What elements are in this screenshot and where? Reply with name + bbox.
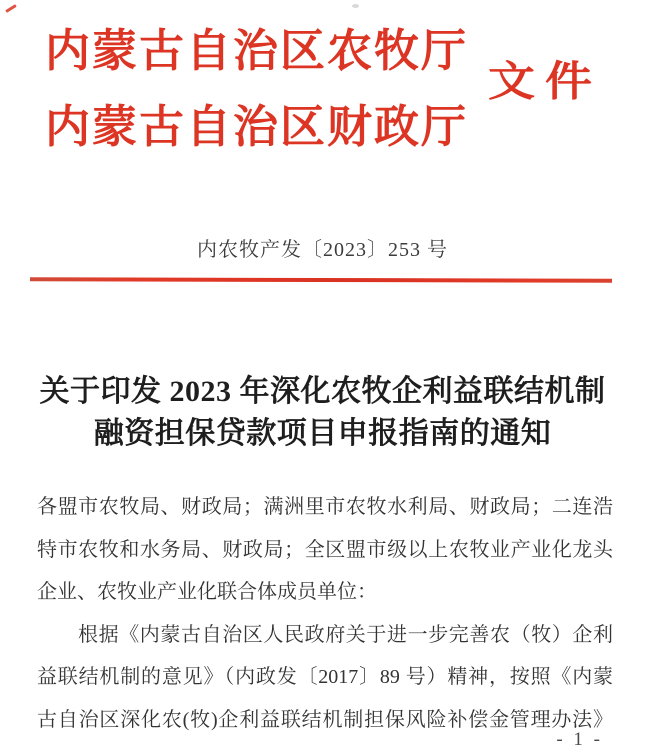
- body-line-1: 各盟市农牧局、财政局；满洲里市农牧水利局、财政局；二连浩: [37, 496, 613, 518]
- title-line-2: 融资担保贷款项目申报指南的通知: [93, 417, 552, 450]
- body-line-2: 特市农牧和水务局、财政局；全区盟市级以上农牧业产业化龙头: [37, 538, 613, 561]
- page-number: - 1 -: [556, 729, 603, 750]
- body-line-3: 企业、农牧业产业化联合体成员单位：: [37, 581, 377, 603]
- document-word-label: 文件: [488, 59, 602, 106]
- agency-name-finance: 内蒙古自治区财政厅: [45, 102, 469, 152]
- body-line-4: 根据《内蒙古自治区人民政府关于进一步完善农（牧）企利: [78, 623, 613, 646]
- agency-name-agriculture: 内蒙古自治区农牧厅: [45, 26, 469, 76]
- document-reference-number: 内农牧产发〔2023〕253 号: [197, 239, 448, 261]
- body-line-6: 古自治区深化农(牧)企利益联结机制担保风险补偿金管理办法》: [37, 708, 613, 731]
- red-divider-line: [30, 277, 612, 282]
- body-line-5: 益联结机制的意见》（内政发〔2017〕89 号）精神，按照《内蒙: [37, 666, 613, 688]
- gray-scan-smudge: [352, 4, 359, 8]
- red-scan-artifact: [5, 4, 17, 13]
- document-title: [0, 371, 645, 455]
- title-line-1: 关于印发 2023 年深化农牧企利益联结机制: [39, 375, 606, 408]
- document-body: [37, 486, 613, 741]
